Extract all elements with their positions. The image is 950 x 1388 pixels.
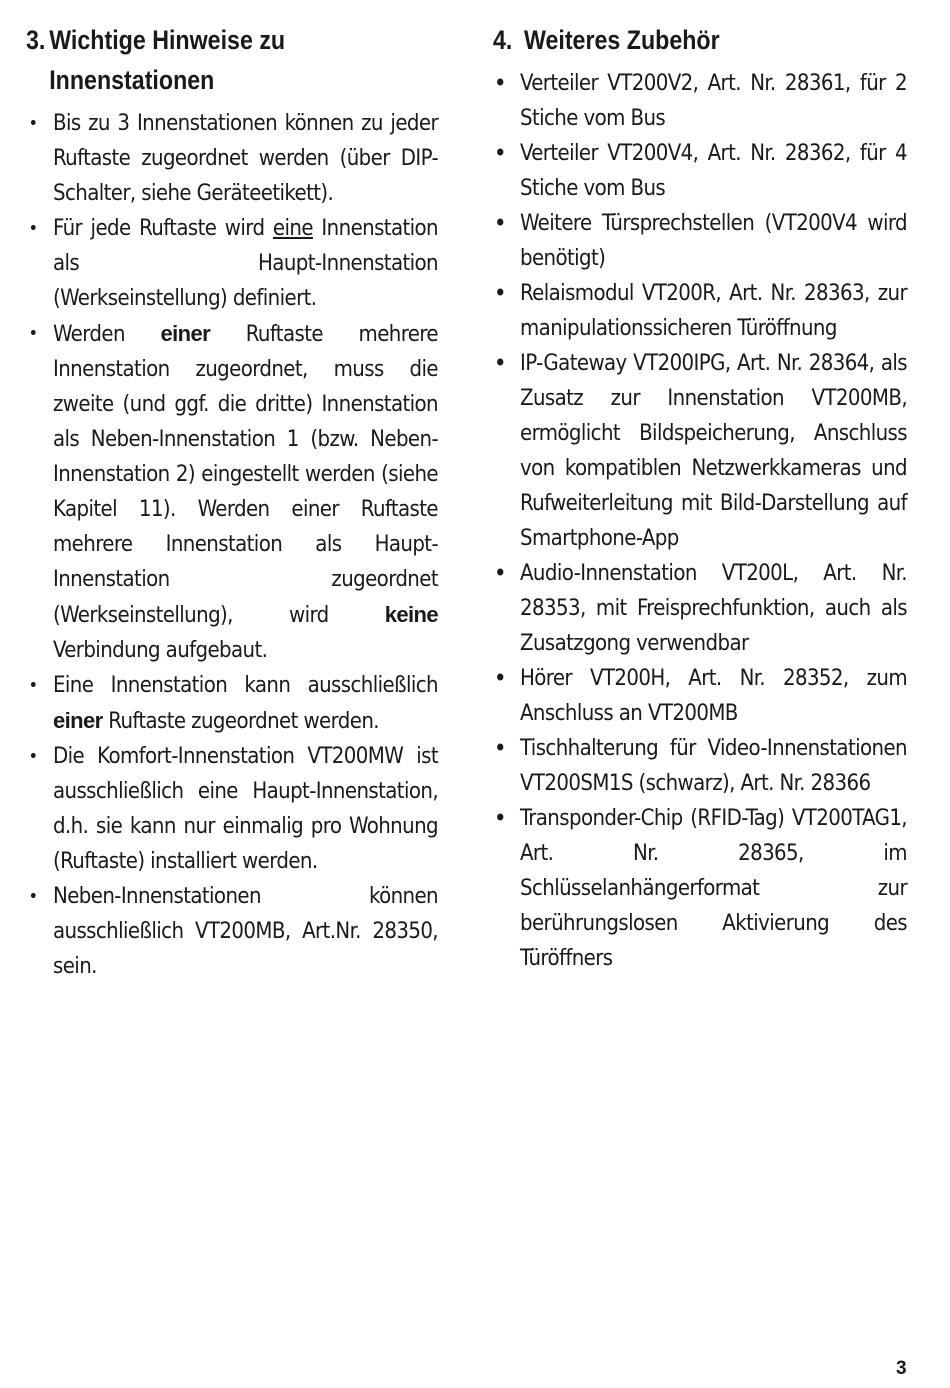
list-item-text: Für jede Ruftaste wird eine Innenstation als Haupt-Innenstation (Werkseinstellung) definiert.	[53, 216, 438, 311]
page-number: 3	[896, 1358, 907, 1379]
bullet-icon: •	[493, 804, 507, 832]
list-item-text: Verteiler VT200V2, Art. Nr. 28361, für 2 Stiche vom Bus	[520, 71, 907, 131]
hint-item	[26, 739, 438, 879]
section-number: 4.	[493, 25, 513, 55]
hint-list	[26, 106, 438, 984]
accessory-list	[493, 66, 907, 976]
bullet-icon: •	[493, 734, 507, 762]
bullet-icon: •	[493, 664, 507, 692]
bullet-icon: •	[493, 209, 507, 237]
section-4	[493, 20, 907, 976]
accessory-item	[493, 66, 907, 136]
accessory-item	[493, 206, 907, 276]
list-item-text: Tischhalterung für Video-Innenstationen VT200SM1S (schwarz), Art. Nr. 28366	[520, 736, 907, 796]
heading-line-2: Innenstationen	[49, 65, 215, 95]
accessory-item	[493, 276, 907, 346]
bullet-icon: •	[28, 675, 38, 696]
bullet-icon: •	[493, 279, 507, 307]
section-3-heading	[26, 20, 380, 100]
heading-title: Weiteres Zubehör	[523, 25, 720, 55]
section-4-heading	[493, 20, 849, 60]
bullet-icon: •	[28, 323, 38, 344]
bullet-icon: •	[493, 349, 507, 377]
list-item-text: Hörer VT200H, Art. Nr. 28352, zum Anschluss an VT200MB	[520, 666, 907, 726]
bullet-icon: •	[493, 559, 507, 587]
bullet-icon: •	[28, 886, 38, 907]
list-item-text: Eine Innenstation kann ausschließlich einer Ruftaste zugeordnet werden.	[53, 673, 438, 734]
hint-item	[26, 668, 438, 739]
list-item-text: Verteiler VT200V4, Art. Nr. 28362, für 4 Stiche vom Bus	[520, 141, 907, 201]
list-item-text: Werden einer Ruftaste mehrere Innenstation zugeordnet, muss die zweite (und ggf. die dritte) Innenstation als Neben-Innenstation 1 (bzw. Neben-Innenstation 2) eingestellt werden (siehe Kapitel 11). Werden einer Ruftaste mehrere Innenstation als Haupt-Innenstation zugeordnet (Werkseinstellung), wird keine Verbindung aufgebaut.	[53, 321, 438, 663]
accessory-item	[493, 346, 907, 556]
accessory-item	[493, 136, 907, 206]
bullet-icon: •	[28, 746, 38, 767]
hint-item	[26, 879, 438, 984]
section-3	[26, 20, 438, 984]
list-item-text: Die Komfort-Innenstation VT200MW ist ausschließlich eine Haupt-Innenstation, d.h. sie kann nur einmalig pro Wohnung (Ruftaste) installiert werden.	[53, 744, 438, 874]
accessory-item	[493, 661, 907, 731]
accessory-item	[493, 731, 907, 801]
bullet-icon: •	[493, 139, 507, 167]
hint-item	[26, 316, 438, 668]
bullet-icon: •	[28, 113, 38, 134]
list-item-text: Relaismodul VT200R, Art. Nr. 28363, zur manipulationssicheren Türöffnung	[520, 281, 907, 341]
accessory-item	[493, 801, 907, 976]
bullet-icon: •	[493, 69, 507, 97]
list-item-text: Audio-Innenstation VT200L, Art. Nr. 28353, mit Freisprechfunktion, auch als Zusatzgong verwendbar	[520, 561, 907, 656]
list-item-text: Neben-Innenstationen können ausschließlich VT200MB, Art.Nr. 28350, sein.	[53, 884, 438, 979]
list-item-text: IP-Gateway VT200IPG, Art. Nr. 28364, als Zusatz zur Innenstation VT200MB, ermöglicht Bildspeicherung, Anschluss von kompatiblen Netzwerkkameras und Rufweiterleitung mit Bild-Darstellung auf Smartphone-App	[520, 351, 907, 551]
section-number: 3.	[26, 25, 46, 55]
hint-item	[26, 211, 438, 316]
heading-line-1: Wichtige Hinweise zu	[49, 25, 286, 55]
hint-item	[26, 106, 438, 211]
list-item-text: Bis zu 3 Innenstationen können zu jeder Ruftaste zugeordnet werden (über DIP-Schalter, siehe Geräteetikett).	[53, 111, 438, 206]
list-item-text: Weitere Türsprechstellen (VT200V4 wird benötigt)	[520, 211, 907, 271]
accessory-item	[493, 556, 907, 661]
list-item-text: Transponder-Chip (RFID-Tag) VT200TAG1, Art. Nr. 28365, im Schlüsselanhängerformat zur berührungslosen Aktivierung des Türöffners	[520, 806, 907, 971]
bullet-icon: •	[28, 218, 38, 239]
